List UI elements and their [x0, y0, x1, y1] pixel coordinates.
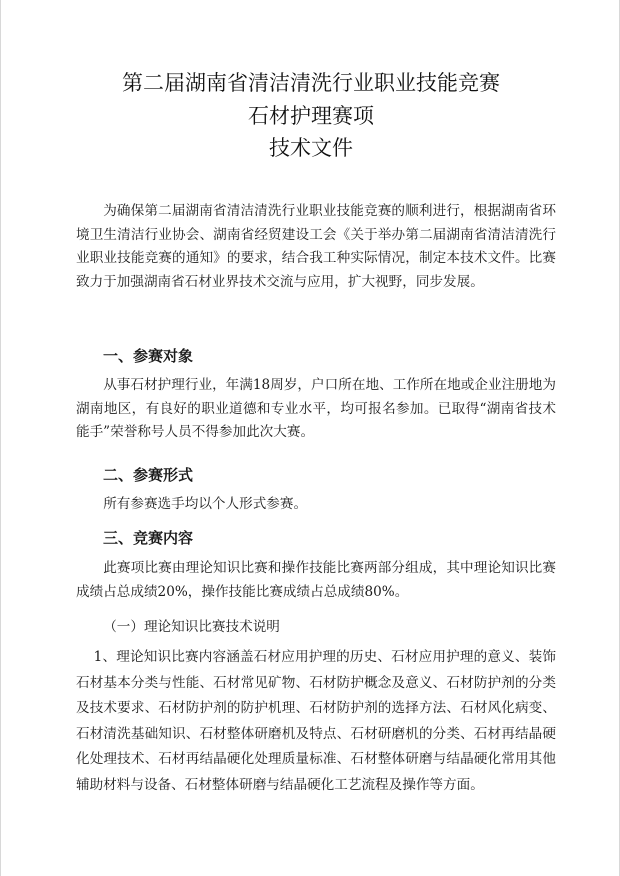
- section-heading-content: 三、竞赛内容: [103, 529, 194, 547]
- document-title-line-2: 石材护理赛项: [248, 104, 374, 128]
- document-title-line-1: 第二届湖南省清洁清洗行业职业技能竞赛: [122, 71, 500, 95]
- section-body-format: 所有参赛选手均以个人形式参赛。: [103, 496, 308, 512]
- section-heading-format: 二、参赛形式: [103, 466, 194, 484]
- document-title-line-3: 技术文件: [269, 136, 353, 160]
- theory-item-1: 1、理论知识比赛内容涵盖石材应用护理的历史、石材应用护理的意义、装饰石材基本分类与性能、石材常见矿物、石材防护概念及意义、石材防护剂的分类及技术要求、石材防护剂的防护机理、石材防护剂的选择方法、石材风化病变、石材清洗基础知识、石材整体研磨机及特点、石材研磨机的分类、石材再结晶硬化处理技术、石材再结晶硬化处理质量标准、石材整体研磨与结晶硬化常用其他辅助材料与设备、石材整体研磨与结晶硬化工艺流程及操作等方面。: [76, 649, 556, 793]
- subsection-heading-theory: （一）理论知识比赛技术说明: [103, 619, 280, 635]
- section-body-content: 此赛项比赛由理论知识比赛和操作技能比赛两部分组成，其中理论知识比赛成绩占总成绩20%，操作技能比赛成绩占总成绩80%。: [76, 560, 556, 600]
- section-heading-participants: 一、参赛对象: [103, 347, 194, 365]
- section-body-participants: 从事石材护理行业，年满18周岁，户口所在地、工作所在地或企业注册地为湖南地区，有良好的职业道德和专业水平，均可报名参加。已取得“湖南省技术能手”荣誉称号人员不得参加此次大赛。: [76, 377, 556, 441]
- intro-paragraph: 为确保第二届湖南省清洁清洗行业职业技能竞赛的顺利进行，根据湖南省环境卫生清洁行业协会、湖南省经贸建设工会《关于举办第二届湖南省清洁清洗行业职业技能竞赛的通知》的要求，结合我工种实际情况，制定本技术文件。比赛致力于加强湖南省石材业界技术交流与应用，扩大视野，同步发展。: [76, 203, 556, 291]
